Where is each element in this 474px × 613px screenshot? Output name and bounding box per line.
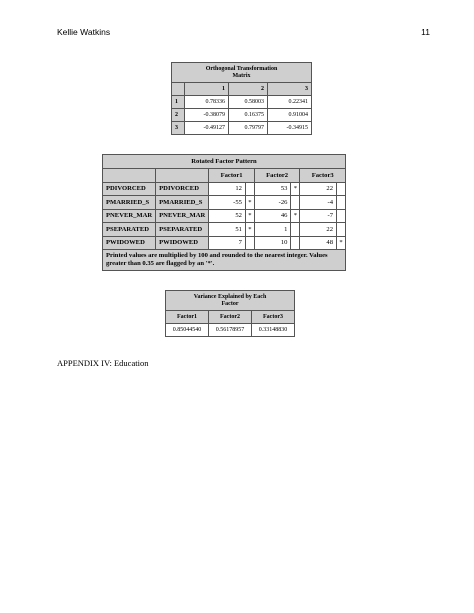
table-cell: 0.33148830	[252, 324, 295, 337]
factor1-cell: 51	[209, 223, 246, 237]
table-cell: 0.91004	[268, 109, 312, 122]
factor3-cell: 22	[300, 223, 337, 237]
row-header: PWIDOWED	[103, 236, 156, 250]
table-cell: 0.85044540	[166, 324, 209, 337]
flag-cell: *	[291, 182, 300, 196]
column-header: 3	[268, 83, 312, 96]
table-row	[172, 122, 312, 135]
rotated-factor-pattern-table	[102, 154, 346, 271]
flag-cell	[337, 223, 346, 237]
flag-cell: *	[245, 196, 254, 210]
table-row	[172, 96, 312, 109]
appendix-heading: APPENDIX IV: Education	[57, 358, 149, 368]
table-cell: -0.49127	[185, 122, 229, 135]
table-row	[103, 196, 346, 210]
row-header: 3	[172, 122, 185, 135]
flag-cell	[291, 196, 300, 210]
factor1-cell: 12	[209, 182, 246, 196]
factor2-cell: 1	[254, 223, 291, 237]
table-cell: 0.56178957	[209, 324, 252, 337]
table-cell: 0.79797	[229, 122, 268, 135]
table-cell: 0.22341	[268, 96, 312, 109]
factor1-cell: 52	[209, 209, 246, 223]
row-header: 1	[172, 96, 185, 109]
flag-cell	[291, 223, 300, 237]
table-row	[103, 236, 346, 250]
table-row	[103, 182, 346, 196]
rotated-table-title: Rotated Factor Pattern	[103, 155, 346, 169]
factor2-cell: -26	[254, 196, 291, 210]
orthogonal-transformation-table	[171, 62, 312, 135]
column-header: 2	[229, 83, 268, 96]
table-row	[103, 223, 346, 237]
corner-cell	[172, 83, 185, 96]
factor2-cell: 46	[254, 209, 291, 223]
factor1-cell: -55	[209, 196, 246, 210]
table-cell: 0.58003	[229, 96, 268, 109]
flag-cell	[337, 196, 346, 210]
table-footnote: Printed values are multiplied by 100 and rounded to the nearest integer. Values greater than 0.35 are flagged by an '*'.	[103, 250, 346, 271]
row-label: PSEPARATED	[156, 223, 209, 237]
row-header: PNEVER_MAR	[103, 209, 156, 223]
orthogonal-title-line2: Matrix	[232, 72, 251, 79]
flag-cell: *	[245, 209, 254, 223]
factor2-cell: 53	[254, 182, 291, 196]
factor2-cell: 10	[254, 236, 291, 250]
row-header: PMARRIED_S	[103, 196, 156, 210]
table-cell: -0.38079	[185, 109, 229, 122]
table-cell: 0.16375	[229, 109, 268, 122]
column-header: Factor1	[166, 311, 209, 324]
flag-cell	[337, 209, 346, 223]
row-header: PSEPARATED	[103, 223, 156, 237]
orthogonal-title-line1: Orthogonal Transformation	[205, 65, 278, 72]
flag-cell	[245, 236, 254, 250]
table-row	[103, 209, 346, 223]
running-header-author: Kellie Watkins	[57, 27, 111, 37]
column-header: Factor3	[252, 311, 295, 324]
variance-title-line1: Variance Explained by Each	[193, 293, 267, 300]
table-cell: -0.34915	[268, 122, 312, 135]
column-header: Factor2	[254, 169, 300, 183]
flag-cell	[245, 182, 254, 196]
column-header: Factor1	[209, 169, 255, 183]
factor3-cell: -7	[300, 209, 337, 223]
flag-cell: *	[337, 236, 346, 250]
corner-cell	[156, 169, 209, 183]
table-row	[172, 109, 312, 122]
row-label: PMARRIED_S	[156, 196, 209, 210]
factor3-cell: 22	[300, 182, 337, 196]
column-header: Factor2	[209, 311, 252, 324]
flag-cell: *	[291, 209, 300, 223]
flag-cell	[291, 236, 300, 250]
flag-cell: *	[245, 223, 254, 237]
orthogonal-table-title	[172, 63, 312, 83]
variance-explained-table	[165, 290, 295, 337]
factor1-cell: 7	[209, 236, 246, 250]
page-number: 11	[421, 27, 430, 37]
variance-table-title	[166, 291, 295, 311]
table-cell: 0.78336	[185, 96, 229, 109]
row-header: 2	[172, 109, 185, 122]
flag-cell	[337, 182, 346, 196]
column-header: Factor3	[300, 169, 346, 183]
corner-cell	[103, 169, 156, 183]
row-header: PDIVORCED	[103, 182, 156, 196]
factor3-cell: -4	[300, 196, 337, 210]
column-header: 1	[185, 83, 229, 96]
row-label: PDIVORCED	[156, 182, 209, 196]
row-label: PWIDOWED	[156, 236, 209, 250]
factor3-cell: 48	[300, 236, 337, 250]
table-row	[166, 324, 295, 337]
variance-title-line2: Factor	[221, 300, 239, 307]
row-label: PNEVER_MAR	[156, 209, 209, 223]
